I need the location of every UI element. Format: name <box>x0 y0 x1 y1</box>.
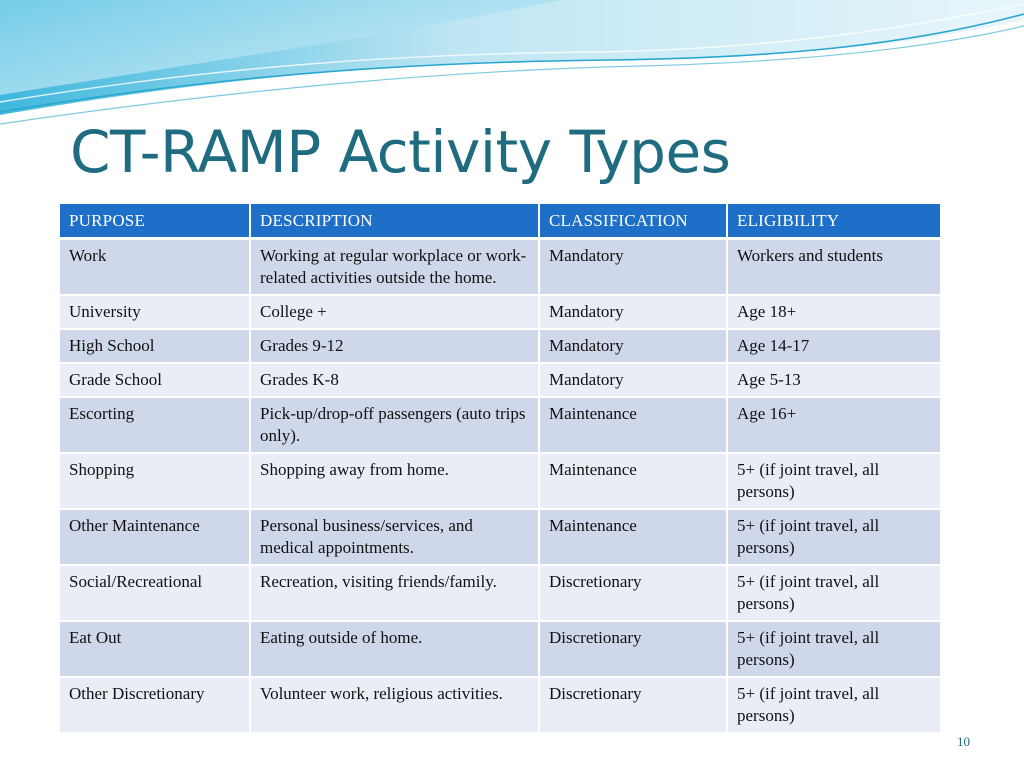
cell-description: Grades K-8 <box>250 363 539 397</box>
cell-description: Eating outside of home. <box>250 621 539 677</box>
cell-eligibility: 5+ (if joint travel, all persons) <box>727 565 940 621</box>
cell-classification: Mandatory <box>539 295 727 329</box>
cell-description: Grades 9-12 <box>250 329 539 363</box>
cell-purpose: Other Maintenance <box>60 509 250 565</box>
table-row <box>60 295 940 329</box>
cell-classification: Discretionary <box>539 621 727 677</box>
cell-eligibility: Age 18+ <box>727 295 940 329</box>
cell-eligibility: Age 5-13 <box>727 363 940 397</box>
cell-purpose: Other Discretionary <box>60 677 250 733</box>
cell-description: Pick-up/drop-off passengers (auto trips only). <box>250 397 539 453</box>
cell-eligibility: Age 14-17 <box>727 329 940 363</box>
table-row <box>60 565 940 621</box>
cell-description: College + <box>250 295 539 329</box>
cell-description: Shopping away from home. <box>250 453 539 509</box>
cell-purpose: Escorting <box>60 397 250 453</box>
cell-classification: Maintenance <box>539 397 727 453</box>
table-row <box>60 397 940 453</box>
header-classification: CLASSIFICATION <box>539 204 727 239</box>
header-purpose: PURPOSE <box>60 204 250 239</box>
cell-description: Personal business/services, and medical appointments. <box>250 509 539 565</box>
cell-eligibility: Workers and students <box>727 239 940 296</box>
cell-classification: Mandatory <box>539 329 727 363</box>
cell-purpose: Grade School <box>60 363 250 397</box>
cell-purpose: Work <box>60 239 250 296</box>
cell-eligibility: 5+ (if joint travel, all persons) <box>727 677 940 733</box>
table-row <box>60 239 940 296</box>
cell-description: Recreation, visiting friends/family. <box>250 565 539 621</box>
cell-eligibility: 5+ (if joint travel, all persons) <box>727 621 940 677</box>
cell-classification: Maintenance <box>539 453 727 509</box>
cell-purpose: High School <box>60 329 250 363</box>
table-row <box>60 453 940 509</box>
cell-purpose: University <box>60 295 250 329</box>
slide-title: CT-RAMP Activity Types <box>70 118 731 186</box>
cell-purpose: Eat Out <box>60 621 250 677</box>
cell-classification: Discretionary <box>539 565 727 621</box>
header-description: DESCRIPTION <box>250 204 539 239</box>
activity-types-table <box>60 204 940 734</box>
cell-classification: Discretionary <box>539 677 727 733</box>
table-row <box>60 677 940 733</box>
cell-classification: Maintenance <box>539 509 727 565</box>
cell-description: Volunteer work, religious activities. <box>250 677 539 733</box>
cell-purpose: Shopping <box>60 453 250 509</box>
header-eligibility: ELIGIBILITY <box>727 204 940 239</box>
table-row <box>60 509 940 565</box>
table-row <box>60 329 940 363</box>
cell-eligibility: 5+ (if joint travel, all persons) <box>727 509 940 565</box>
page-number: 10 <box>957 734 970 749</box>
table-header-row <box>60 204 940 239</box>
cell-purpose: Social/Recreational <box>60 565 250 621</box>
cell-classification: Mandatory <box>539 239 727 296</box>
decorative-wave-banner <box>0 0 1024 130</box>
cell-eligibility: Age 16+ <box>727 397 940 453</box>
table-row <box>60 363 940 397</box>
cell-classification: Mandatory <box>539 363 727 397</box>
cell-description: Working at regular workplace or work-related activities outside the home. <box>250 239 539 296</box>
table-row <box>60 621 940 677</box>
cell-eligibility: 5+ (if joint travel, all persons) <box>727 453 940 509</box>
